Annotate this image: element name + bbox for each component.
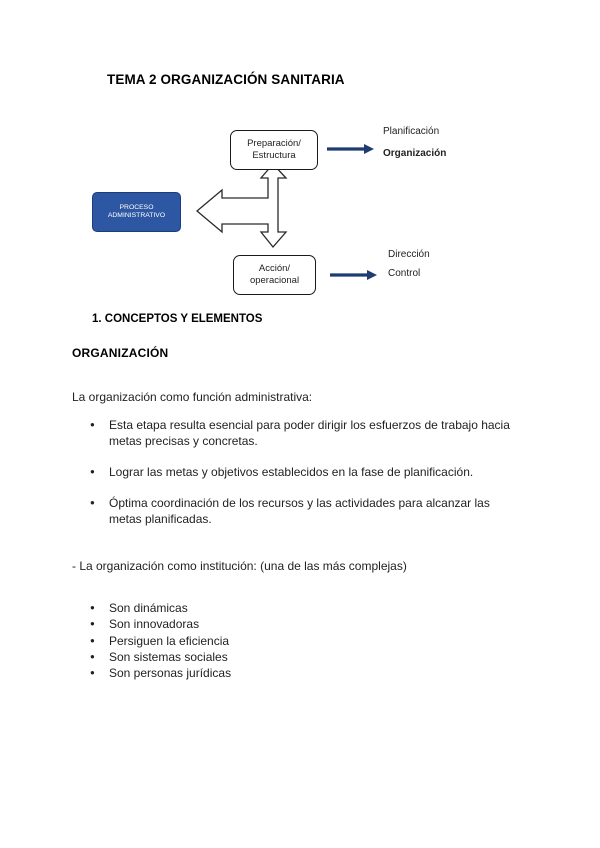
institution-bullet-list: [90, 600, 231, 681]
arrow-bottom-right-head: [367, 270, 377, 280]
section-heading: 1. CONCEPTOS Y ELEMENTOS: [92, 313, 263, 325]
subheading: ORGANIZACIÓN: [72, 346, 169, 360]
list-item: ● Lograr las metas y objetivos establecidos en la fase de planificación.: [90, 464, 510, 480]
intro-paragraph: La organización como función administrativa:: [72, 390, 313, 404]
function-bullet-list: [90, 417, 510, 542]
administrative-process-box: PROCESO ADMINISTRATIVO: [92, 192, 181, 232]
label-organization: Organización: [383, 148, 447, 159]
action-operational-box: Acción/ operacional: [233, 255, 316, 295]
list-item: ● Son personas jurídicas: [90, 665, 231, 681]
list-item: ● Son sistemas sociales: [90, 649, 231, 665]
list-item: ● Son innovadoras: [90, 616, 231, 632]
label-direction: Dirección: [388, 249, 430, 260]
arrow-top-right-head: [364, 144, 374, 154]
preparation-structure-box: Preparación/ Estructura: [230, 130, 318, 170]
document-title: TEMA 2 ORGANIZACIÓN SANITARIA: [107, 72, 345, 87]
institution-paragraph: - La organización como institución: (una de las más complejas): [72, 559, 407, 573]
list-item: ● Esta etapa resulta esencial para poder dirigir los esfuerzos de trabajo hacia metas precisas y concretas.: [90, 417, 510, 449]
double-arrow-shape: [197, 164, 286, 247]
list-item: ● Óptima coordinación de los recursos y las actividades para alcanzar las metas planificadas.: [90, 495, 510, 527]
list-item: ● Persiguen la eficiencia: [90, 633, 231, 649]
list-item: ● Son dinámicas: [90, 600, 231, 616]
label-control: Control: [388, 268, 421, 279]
label-planning: Planificación: [383, 126, 440, 137]
